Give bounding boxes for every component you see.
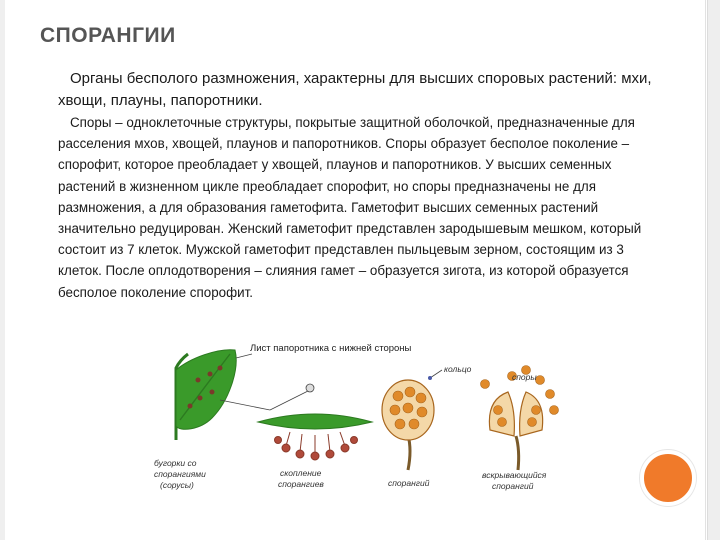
slide-frame-left [0, 0, 5, 540]
label-cluster-line2: спорангиев [278, 479, 324, 489]
fern-leaf-drawing [176, 350, 236, 440]
label-cluster-line1: скопление [280, 468, 322, 478]
sporangium-drawing [382, 370, 442, 470]
label-sori-line3: (сорусы) [160, 480, 194, 490]
decorative-orange-circle [640, 450, 696, 506]
label-spores: споры [512, 372, 537, 382]
label-ring: кольцо [444, 364, 472, 374]
body-paragraph: Споры – одноклеточные структуры, покрытые защитной оболочкой, предназначенные для расселения мхов, хвощей, плаунов и папоротников. Споры образует бесполое поколение – спорофит, которое преобладает у хвощей, плаунов и папоротников. У высших семенных растений в жизненном цикле преобладает спорофит, но споры предназначены не для размножения, а для образования гаметофита. Гаметофит высших семенных растений значительно редуцирован. Женский гаметофит представлен зародышевым мешком, который состоит из 7 клеток. Мужской гаметофит представлен пыльцевым зерном, состоящим из 3 клеток. После оплодотворения – слияния гамет – образуется зигота, из которой образуется бесполое поколение спорофит. [58, 115, 642, 300]
slide-frame-right [707, 0, 720, 540]
leaf-section-drawing [258, 414, 372, 460]
label-bursting-line2: спорангий [492, 481, 534, 491]
label-sporangium: спорангий [388, 478, 430, 488]
lead-paragraph: Органы бесполого размножения, характерны для высших споровых растений: мхи, хвощи, плауны, папоротники. [58, 70, 652, 109]
figure-title: Лист папоротника с нижней стороны [250, 343, 412, 354]
label-sori-line1: бугорки со [154, 458, 197, 468]
fern-sporangia-figure [140, 340, 570, 505]
fern-illustration [140, 340, 570, 505]
slide-title: СПОРАНГИИ [40, 24, 176, 47]
label-sori-line2: спорангиями [154, 469, 206, 479]
slide-frame-line [705, 0, 706, 540]
label-bursting-line1: вскрывающийся [482, 470, 547, 480]
